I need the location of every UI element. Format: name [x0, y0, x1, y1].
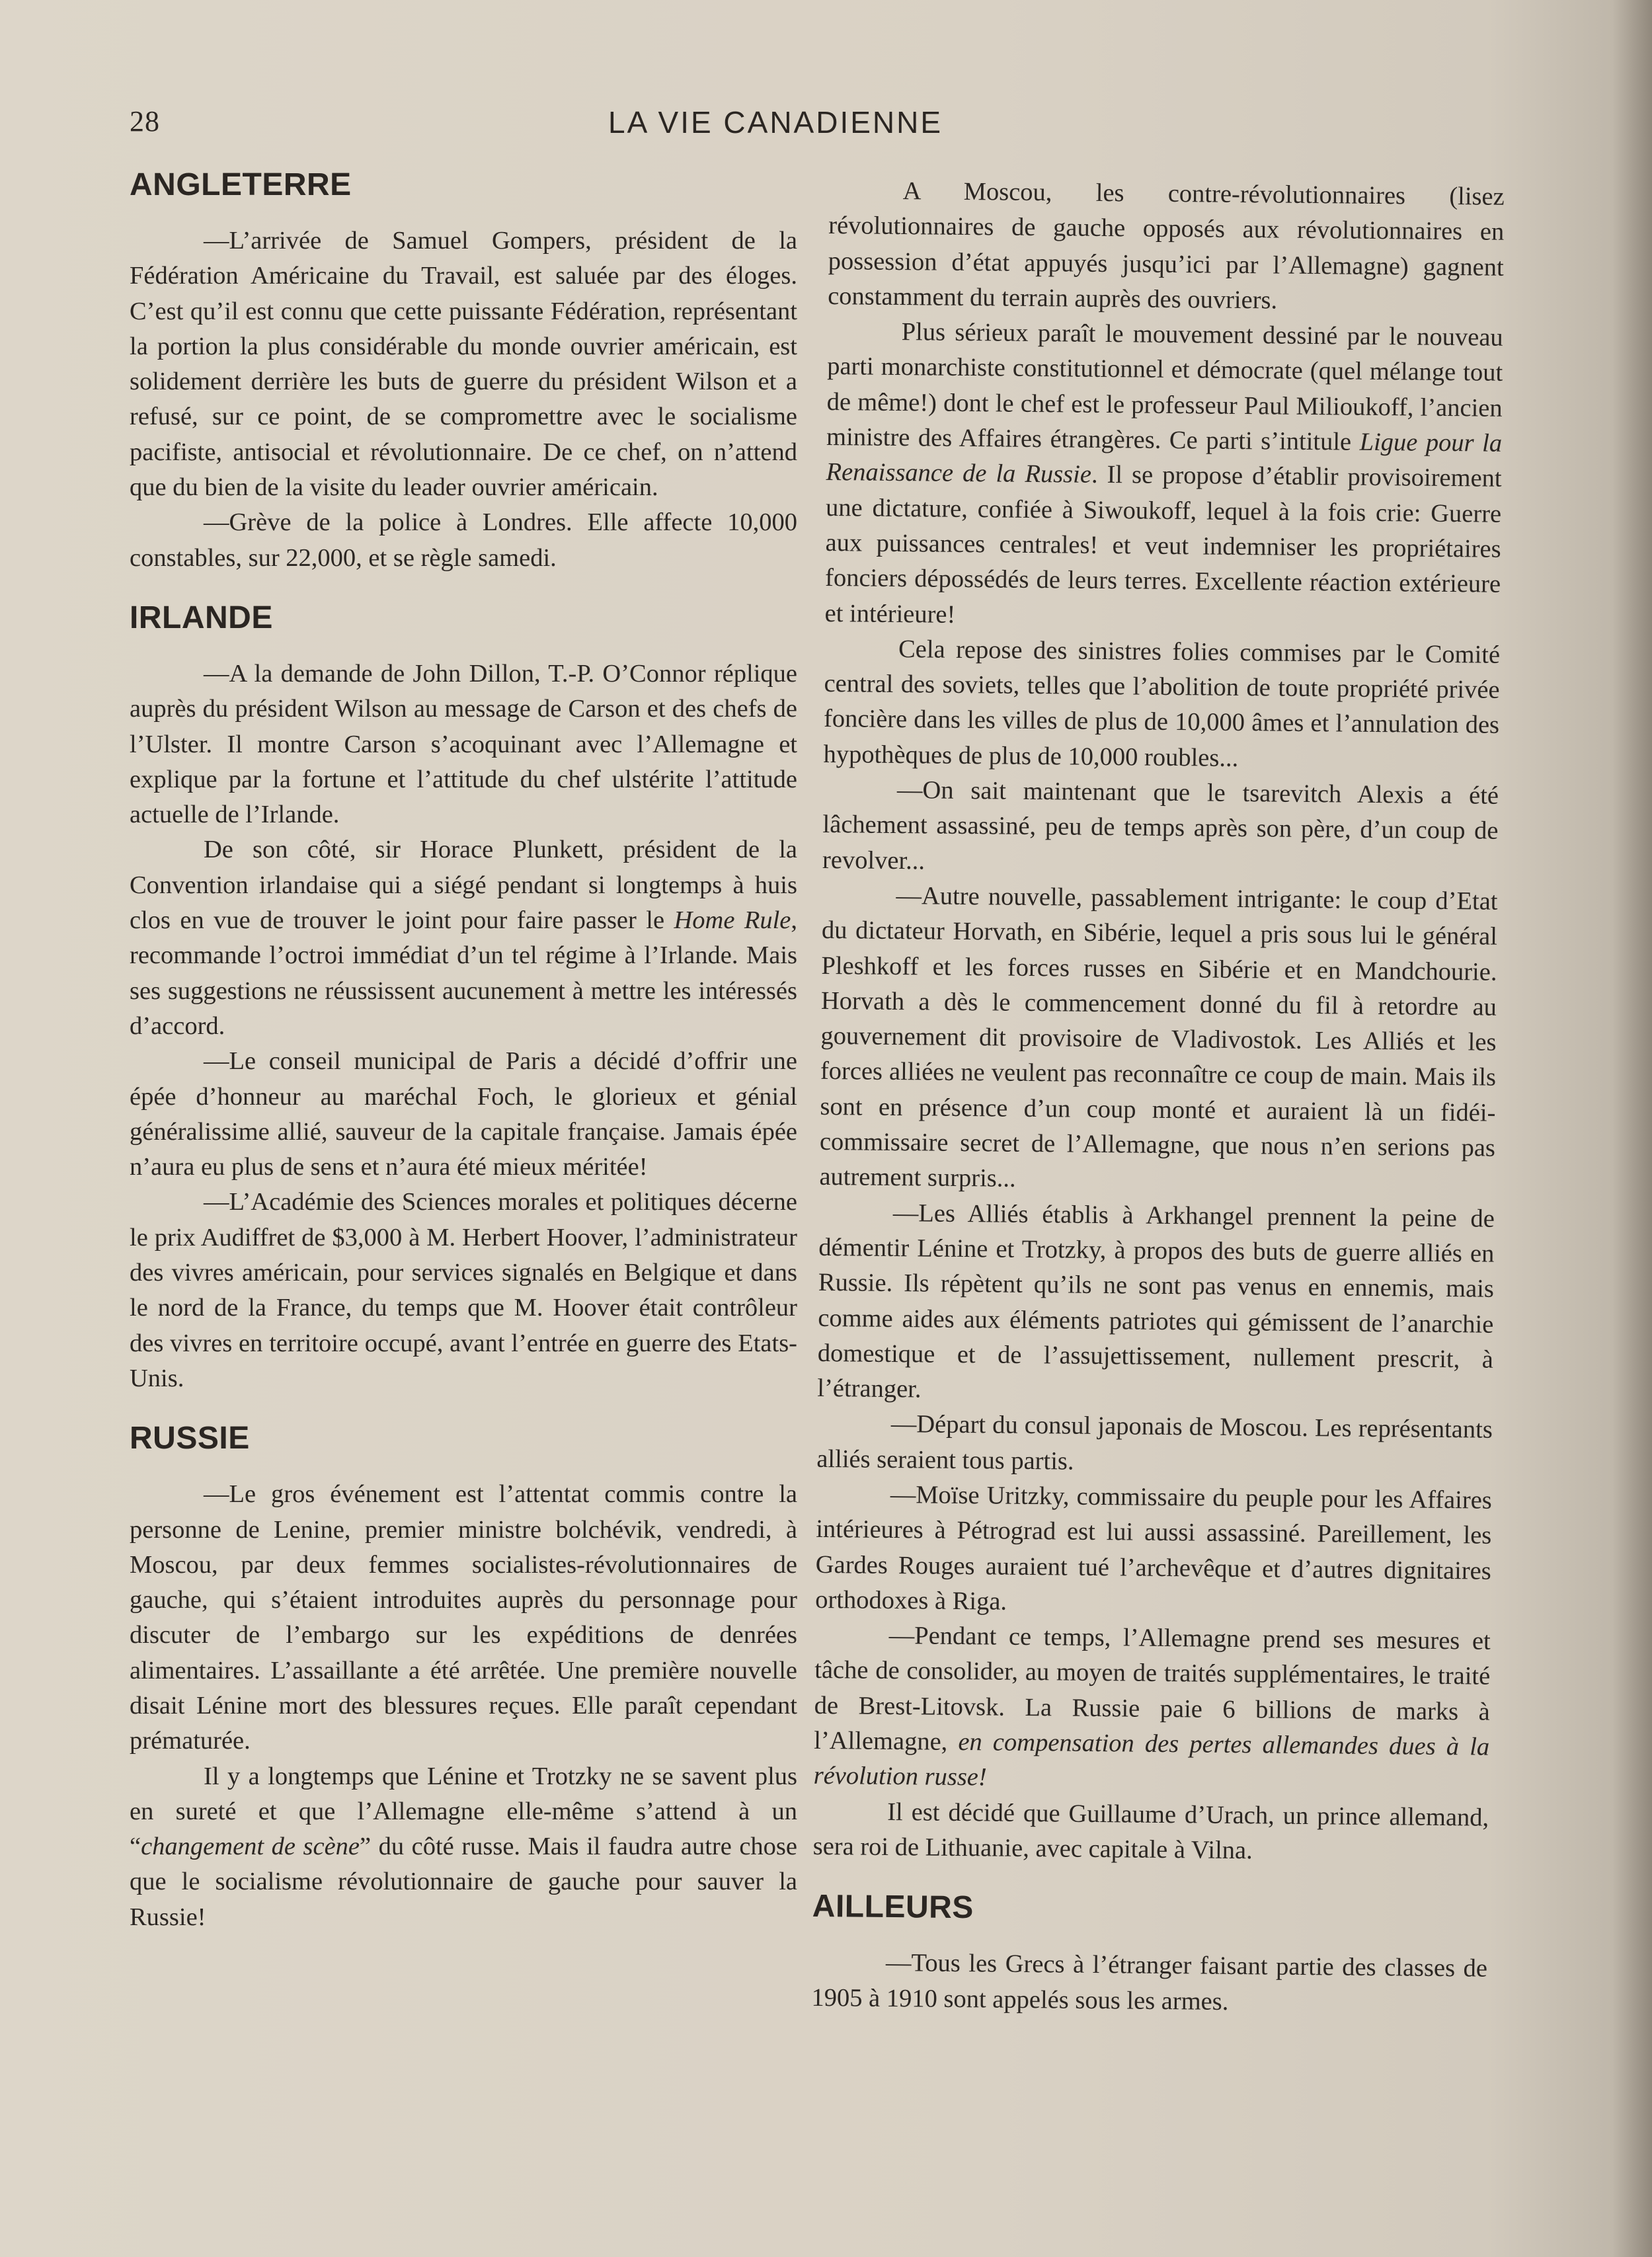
paragraph	[130, 832, 797, 1044]
italic-text: Home Rule	[674, 906, 791, 935]
section-irlande	[130, 598, 797, 1396]
text-run: De son côté, sir Horace Plunkett, président de la Convention irlandaise qui a siégé pendant si longtemps à huis clos en vue de trouver le joint pour faire passer le	[130, 836, 797, 935]
section-heading: IRLANDE	[130, 600, 273, 635]
paragraph: —L’Académie des Sciences morales et politiques décerne le prix Audiffret de $3,000 à M. Herbert Hoover, l’administrateur des vivres américain, pour services signalés en Belgique et dans le nord de la France, du temps que M. Hoover était contrôleur des vivres en territoire occupé, avant l’entrée en guerre des Etats-Unis.	[130, 1188, 797, 1392]
page-number: 28	[130, 105, 160, 138]
text-run: , recommande l’octroi immédiat d’un tel régime à l’Irlande. Mais ses suggestions ne réussissent aucunement à mettre les intéressés d’accord.	[130, 906, 798, 1040]
section-angleterre	[130, 165, 797, 576]
italic-text: en compensation des pertes allemandes dues à la révolution russe!	[813, 1728, 1490, 1792]
left-column	[130, 165, 797, 1958]
paragraph: —L’arrivée de Samuel Gompers, président de la Fédération Américaine du Travail, est saluée par des éloges. C’est qu’il est connu que cette puissante Fédération, représentant la portion la plus considérable du monde ouvrier américain, est solidement derrière les buts de guerre du président Wilson et a refusé, sur ce point, de se compromettre avec le socialisme pacifiste, antisocial et révolutionnaire. De ce chef, on n’attend que du bien de la visite du leader ouvrier américain.	[130, 227, 797, 502]
paragraph: —Grève de la police à Londres. Elle affecte 10,000 constables, sur 22,000, et se règle samedi.	[130, 508, 797, 572]
text-run: Il y a longtemps que Lénine et Trotzky ne se savent plus en sureté et que l’Allemagne elle-même s’attend à un “	[130, 1762, 797, 1861]
paragraph	[813, 1618, 1491, 1800]
section-heading: AILLEURS	[812, 1889, 974, 1926]
paragraph	[130, 1759, 797, 1935]
text-run: . Il se propose d’établir provisoirement une dictature, confiée à Siwoukoff, lequel à la fois crie: Guerre aux puissances centrales! et veut indemniser les propriétaires fonciers dépossédés de leurs terres. Excellente réaction extérieure et intérieure!	[824, 461, 1502, 629]
right-column	[811, 173, 1505, 2045]
paragraph: —On sait maintenant que le tsarevitch Alexis a été lâchement assassiné, peu de temps après son père, d’un coup de revolver...	[822, 776, 1499, 875]
paragraph: A Moscou, les contre-révolutionnaires (lisez révolutionnaires de gauche opposés aux révolutionnaires en possession d’état appuyés jusqu’ici par l’Allemagne) gagnent constamment du terrain auprès des ouvriers.	[828, 177, 1505, 315]
paragraph: Cela repose des sinistres folies commises par le Comité central des soviets, telles que l’abolition de toute propriété privée foncière dans les villes de plus de 10,000 âmes et l’annulation des hypothèques de plus de 10,000 roubles...	[823, 635, 1501, 772]
section-heading: ANGLETERRE	[130, 167, 352, 202]
paragraph: —Le gros événement est l’attentat commis contre la personne de Lenine, premier ministre bolchévik, vendredi, à Moscou, par deux femmes socialistes-révolutionnaires de gauche, qui s’étaient introduites auprès du personnage pour discuter de l’embargo sur les expéditions de denrées alimentaires. L’assaillante a été arrêtée. Une première nouvelle disait Lénine mort des blessures reçues. Elle paraît cependant prématurée.	[130, 1480, 797, 1755]
italic-text: Ligue pour la Renaissance de la Russie	[826, 428, 1503, 489]
text-run: Plus sérieux paraît le mouvement dessiné par le nouveau parti monarchiste constitutionnel et démocrate (quel mélange tout de même!) dont le chef est le professeur Paul Milioukoff, l’ancien ministre des Affaires étrangères. Ce parti s’intitule	[826, 318, 1503, 456]
italic-text: changement de scène	[141, 1833, 360, 1861]
text-run: ” du côté russe. Mais il faudra autre chose que le socialisme révolutionnaire de gauche pour sauver la Russie!	[130, 1833, 797, 1931]
section-ailleurs	[811, 1887, 1488, 2022]
paragraph: Il est décidé que Guillaume d’Urach, un prince allemand, sera roi de Lithuanie, avec capitale à Vilna.	[812, 1798, 1489, 1865]
section-russie-continued	[812, 173, 1505, 1871]
running-head-title: LA VIE CANADIENNE	[608, 105, 943, 139]
paragraph: —Les Alliés établis à Arkhangel prennent la peine de démentir Lénine et Trotzky, à propos des buts de guerre alliés en Russie. Ils répètent qu’ils ne sont pas venus en ennemis, mais comme aides aux éléments patriotes qui gémissent de l’anarchie domestique et de l’assujettissement, nullement prescrit, à l’étranger.	[817, 1199, 1495, 1404]
section-russie	[130, 1419, 797, 1935]
page-edge-shadow	[1612, 0, 1652, 2257]
paragraph: —Moïse Uritzky, commissaire du peuple pour les Affaires intérieures à Pétrograd est lui aussi assassiné. Pareillement, les Gardes Rouges auraient tué l’archevêque et d’autres dignitaires orthodoxes à Riga.	[815, 1480, 1492, 1616]
paragraph: —A la demande de John Dillon, T.-P. O’Connor réplique auprès du président Wilson au message de Carson et des chefs de l’Ulster. Il montre Carson s’acoquinant avec l’Allemagne et explique par la fortune et l’attitude du chef ulstérite l’attitude actuelle de l’Irlande.	[130, 659, 797, 829]
paragraph: —Autre nouvelle, passablement intrigante: le coup d’Etat du dictateur Horvath, en Sibérie, lequel a pris sous lui le général Pleshkoff et les forces russes en Sibérie et en Mandchourie. Horvath a dès le commencement donné du fil à retordre au gouvernement dit provisoire de Vladivostok. Les Alliés et les forces alliées ne veulent pas reconnaître ce coup de main. Mais ils sont en présence d’un coup monté et auraient là un fidéi-commissaire secret de l’Allemagne, que nous n’en serions pas autrement surpris...	[819, 881, 1498, 1193]
paragraph: —Tous les Grecs à l’étranger faisant partie des classes de 1905 à 1910 sont appelés sous les armes.	[811, 1949, 1488, 2016]
text-run: —Pendant ce temps, l’Allemagne prend ses mesures et tâche de consolider, au moyen de traités supplémentaires, le traité de Brest-Litovsk. La Russie paie 6 billions de marks à l’Allemagne,	[814, 1622, 1491, 1757]
section-heading: RUSSIE	[130, 1421, 250, 1456]
paragraph: —Le conseil municipal de Paris a décidé d’offrir une épée d’honneur au maréchal Foch, le glorieux et génial généralissime allié, sauveur de la capitale française. Jamais épée n’aura eu plus de sens et n’aura été mieux méritée!	[130, 1047, 797, 1181]
paragraph: —Départ du consul japonais de Moscou. Les représentants alliés seraient tous partis.	[816, 1410, 1493, 1476]
paragraph	[824, 314, 1503, 637]
